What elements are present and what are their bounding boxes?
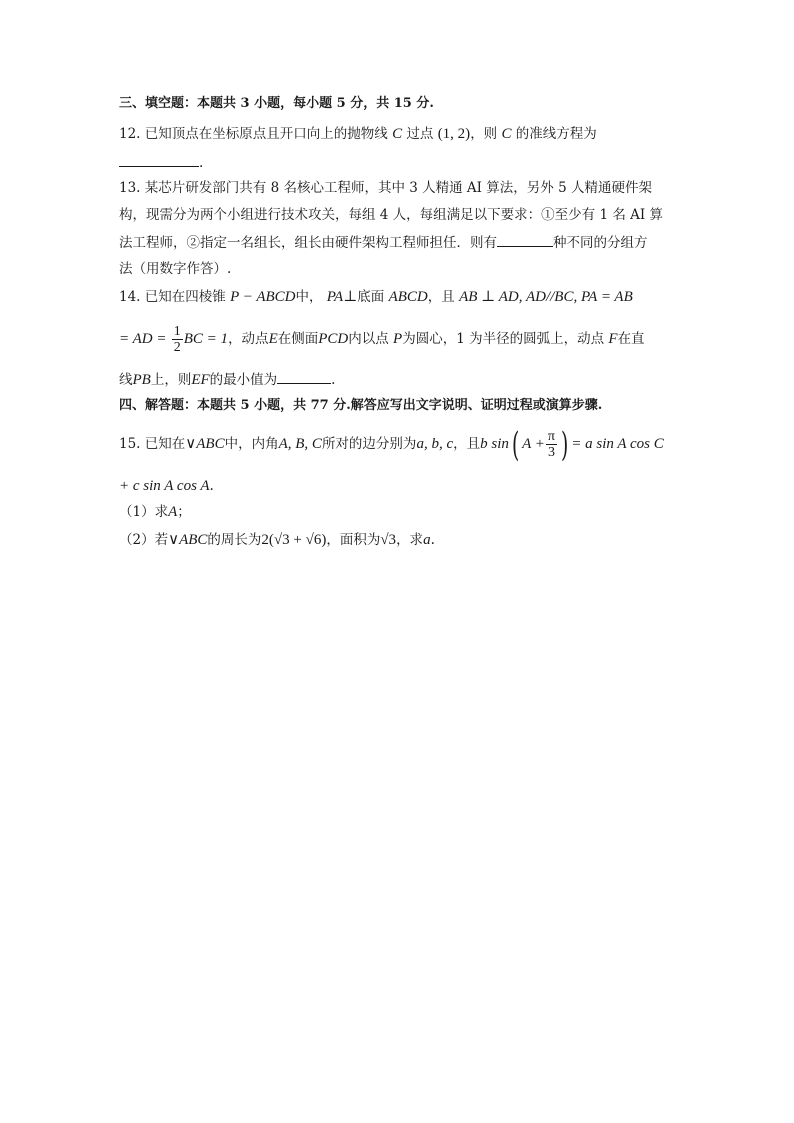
math-expr: = AD =: [119, 331, 167, 347]
question-12-line-2: [119, 152, 203, 173]
math-var: PB: [132, 372, 151, 388]
math-point: (1, 2): [437, 126, 471, 142]
math-fraction: [546, 429, 557, 460]
math-var: PCD: [318, 331, 349, 347]
section-4-heading: 四、解答题：本题共 5 小题，共 77 分.解答应写出文字说明、证明过程或演算步骤.: [119, 398, 603, 413]
math-var: P: [393, 331, 403, 347]
question-13-line-1: [119, 178, 652, 198]
answer-blank[interactable]: [277, 369, 331, 384]
math-expr: BC = 1: [183, 331, 229, 347]
question-text: ；: [177, 504, 191, 520]
question-text: .: [199, 155, 204, 171]
math-var: ABCD: [388, 289, 428, 305]
question-text: 已知在: [144, 436, 186, 452]
answer-blank[interactable]: [497, 232, 553, 247]
question-15-line-1: [119, 424, 664, 465]
right-paren: ): [560, 424, 569, 465]
question-text: 构，现需分为两个小组进行技术攻关，每组 4 人，每组满足以下要求：①至少有 1 名 AI 算: [119, 207, 664, 223]
question-text: 过点: [406, 126, 434, 142]
question-text: 已知在四棱锥: [144, 289, 226, 305]
section-3-heading: 三、填空题：本题共 3 小题，每小题 5 分，共 15 分.: [119, 96, 434, 111]
question-text: .: [209, 478, 214, 494]
question-12-line-1: [119, 124, 597, 144]
question-15-part-1: [119, 502, 191, 522]
question-text: 线: [119, 372, 133, 388]
question-15-part-2: [119, 530, 435, 550]
question-text: 所对的边分别为: [321, 436, 417, 452]
question-text: .: [430, 532, 435, 548]
question-text: ，面积为: [326, 532, 381, 548]
math-var: C: [392, 126, 403, 142]
math-var: E: [268, 331, 278, 347]
question-text: 在直: [617, 331, 645, 347]
math-expr: b sin: [480, 436, 509, 452]
question-15-line-2: [119, 476, 214, 496]
part-label: （2）若: [119, 532, 169, 548]
math-symbol: ⊥: [343, 289, 358, 305]
math-var: EF: [191, 372, 210, 388]
question-text: ，则: [470, 126, 498, 142]
math-var: a, b, c: [416, 436, 454, 452]
question-text: 法（用数字作答）.: [119, 261, 232, 277]
math-var: a: [423, 532, 431, 548]
math-triangle: ∨ABC: [185, 436, 225, 452]
question-number: 12.: [119, 126, 141, 142]
question-number: 14.: [119, 289, 141, 305]
math-triangle: ∨ABC: [168, 532, 208, 548]
question-14-line-3: [119, 369, 335, 390]
question-text: 上，则: [150, 372, 192, 388]
question-13-line-2: [119, 205, 663, 225]
question-text: ，动点: [228, 331, 269, 347]
math-fraction: [172, 324, 183, 355]
question-text: 法工程师，②指定一名组长，组长由硬件架构工程师担任．则有: [119, 235, 497, 251]
fraction-numerator: π: [547, 429, 555, 444]
question-14-line-1: [119, 287, 633, 307]
question-number: 15.: [119, 436, 141, 452]
math-expr: √3: [380, 532, 397, 548]
math-expr: = a sin A cos C: [571, 436, 664, 452]
math-var: F: [608, 331, 618, 347]
question-text: 已知顶点在坐标原点且开口向上的抛物线: [144, 126, 388, 142]
question-text: 种不同的分组方: [553, 235, 648, 251]
question-text: .: [331, 372, 336, 388]
question-text: ，且: [453, 436, 481, 452]
question-text: 中，内角: [224, 436, 279, 452]
answer-blank[interactable]: [119, 152, 199, 167]
fraction-numerator: 1: [173, 324, 181, 339]
question-text: 内以点: [348, 331, 389, 347]
math-var: PA: [326, 289, 344, 305]
question-number: 13.: [119, 180, 141, 196]
question-text: 的准线方程为: [515, 126, 597, 142]
math-expr: AB ⊥ AD, AD//BC, PA = AB: [459, 289, 633, 305]
question-text: 中，: [295, 289, 323, 305]
question-text: ，且: [427, 289, 455, 305]
math-expr: + c sin A cos A: [119, 478, 210, 494]
math-expr: A +: [522, 436, 545, 452]
question-text: 的最小值为: [209, 372, 278, 388]
question-text: 某芯片研发部门共有 8 名核心工程师，其中 3 人精通 AI 算法，另外 5 人精通硬件架: [144, 180, 652, 196]
part-label: （1）求: [119, 504, 169, 520]
question-14-line-2: [119, 322, 645, 356]
math-var: A, B, C: [278, 436, 322, 452]
question-text: 的周长为: [207, 532, 262, 548]
question-text: ，求: [396, 532, 424, 548]
math-expr: P − ABCD: [230, 289, 296, 305]
fraction-denominator: 3: [547, 445, 555, 460]
question-text: 底面: [357, 289, 385, 305]
math-var: A: [168, 504, 178, 520]
fraction-denominator: 2: [173, 340, 181, 355]
left-paren: (: [511, 424, 520, 465]
question-text: 在侧面: [277, 331, 319, 347]
math-var: C: [501, 126, 512, 142]
question-13-line-3: [119, 232, 648, 253]
question-13-line-4: [119, 259, 231, 279]
question-text: 为圆心，1 为半径的圆弧上，动点: [402, 331, 605, 347]
math-expr: 2(√3 + √6): [261, 532, 327, 548]
